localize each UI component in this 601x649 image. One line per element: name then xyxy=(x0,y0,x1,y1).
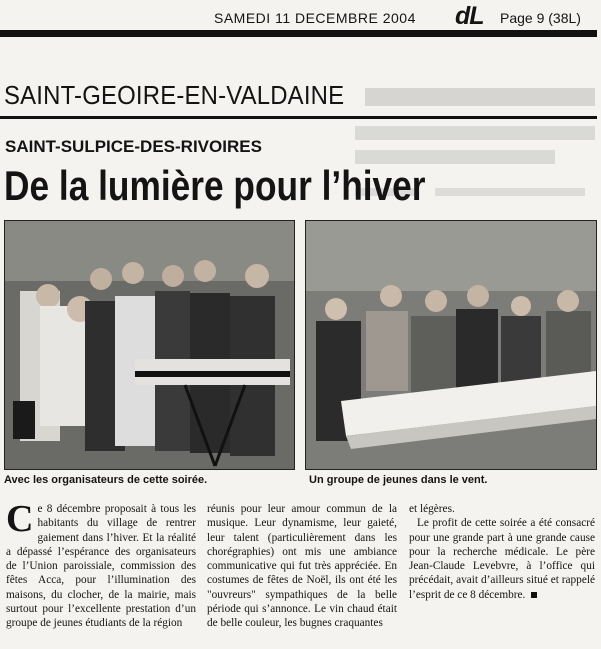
bleed-through-lines xyxy=(345,78,600,238)
photo-youth-group xyxy=(305,220,597,470)
newspaper-logo: dL xyxy=(455,2,484,30)
photo-caption-right: Un groupe de jeunes dans le vent. xyxy=(309,474,488,486)
end-of-article-mark xyxy=(531,592,537,598)
section-rule xyxy=(0,116,597,119)
page-number: Page 9 (38L) xyxy=(500,10,581,26)
article-column-1 xyxy=(6,498,196,631)
article-kicker: SAINT-SULPICE-DES-RIVOIRES xyxy=(5,137,262,156)
drop-cap: C xyxy=(6,498,34,540)
bleed-through-texture xyxy=(345,78,600,238)
header-date: SAMEDI 11 DECEMBRE 2004 xyxy=(214,10,416,26)
article-column-3-text: Le profit de cette soirée a été consacré pour une grande part à une grande cause pour la recherche médicale. Le père Jean-Claude Levebvre, à l’office qui précédait, avait d’ailleurs situé et rappelé l’esprit de ce 8 décembre. xyxy=(409,517,595,601)
header-rule xyxy=(0,30,597,37)
article-column-2-text: réunis pour leur amour commun de la musique. Leur dynamisme, leur gaieté, leur talent (particulièrement dans les chorégraphies) ont mis une ambiance communicative qui fut très appréciée. En costumes de fêtes de Noël, ils ont été les "ouvreurs" sympathiques de la belle période qui s’annonce. Le vin chaud était de belle couleur, les bugnes craquantes xyxy=(207,503,397,630)
photo-organisers xyxy=(4,220,295,470)
article-column-3-paragraph xyxy=(409,516,595,602)
section-heading: SAINT-GEOIRE-EN-VALDAINE xyxy=(4,80,345,110)
article-column-3 xyxy=(409,502,595,602)
article-column-1-text: e 8 décembre proposait à tous les habitants du village de rentrer gaiement dans l’hiver. Et la réalité a dépassé l’espérance des organisateurs de l’Union paroissiale, commission des fêtes Acca, pour l’illumination des maisons, du clocher, de la mairie, mais surtout pour l’excellente prestation d’un groupe de jeunes étudiants de la région xyxy=(6,503,196,630)
page-header xyxy=(0,2,601,30)
photo-youth-group-image xyxy=(306,221,596,469)
photo-organisers-image xyxy=(5,221,294,469)
article-title: De la lumière pour l’hiver xyxy=(4,162,426,209)
article-column-2 xyxy=(207,502,397,631)
article-column-3-text-start: et légères. xyxy=(409,503,455,515)
photo-caption-left: Avec les organisateurs de cette soirée. xyxy=(4,474,208,486)
